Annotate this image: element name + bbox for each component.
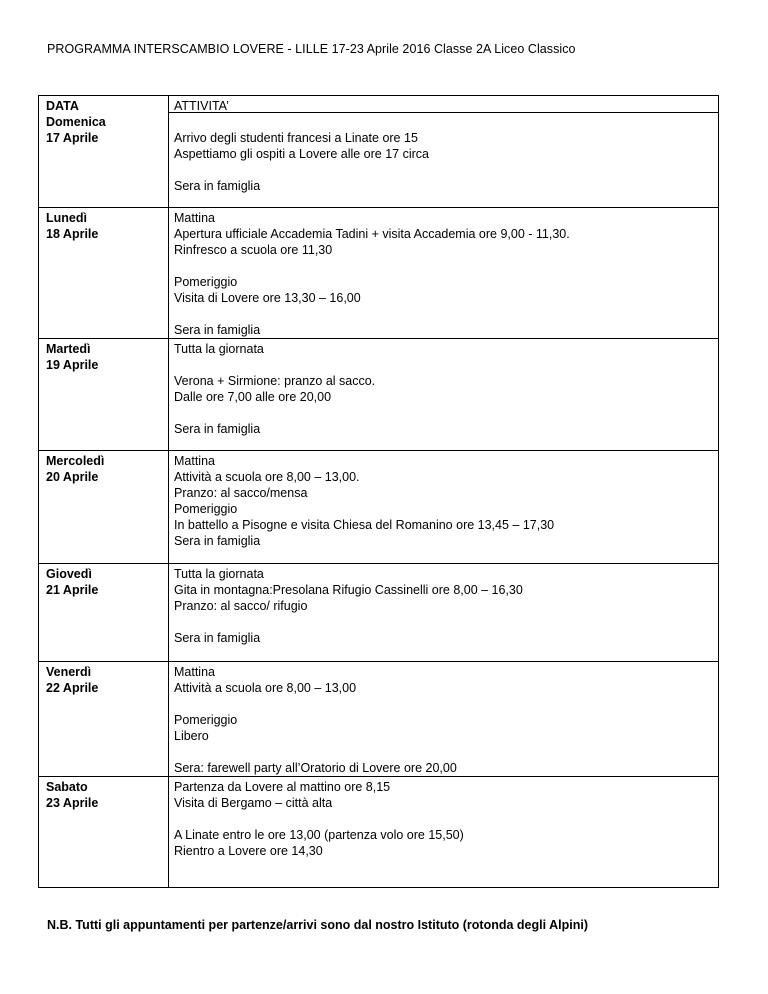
activity-lines xyxy=(174,453,718,549)
activity-line: Visita di Bergamo – città alta xyxy=(174,796,333,810)
day-name: Sabato xyxy=(46,780,88,794)
activity-line: Pomeriggio xyxy=(174,275,238,289)
blank-line xyxy=(174,744,718,760)
activity-line: Visita di Lovere ore 13,30 – 16,00 xyxy=(174,291,361,305)
activity-line: Pranzo: al sacco/mensa xyxy=(174,486,308,500)
day-name: Lunedì xyxy=(46,211,87,225)
activity-cell xyxy=(169,662,719,777)
program-table-body xyxy=(39,96,719,888)
activity-line: Apertura ufficiale Accademia Tadini + visita Accademia ore 9,00 - 11,30. xyxy=(174,227,570,241)
day-date: 21 Aprile xyxy=(46,583,99,597)
activity-line: Sera in famiglia xyxy=(174,534,261,548)
activity-cell xyxy=(169,564,719,662)
activity-lines xyxy=(174,210,718,338)
activity-line: Partenza da Lovere al mattino ore 8,15 xyxy=(174,780,391,794)
activity-line: Rientro a Lovere ore 14,30 xyxy=(174,844,323,858)
day-date: 17 Aprile xyxy=(46,131,99,145)
day-cell xyxy=(39,564,169,662)
page-title: PROGRAMMA INTERSCAMBIO LOVERE - LILLE 17-23 Aprile 2016 Classe 2A Liceo Classico xyxy=(47,42,576,56)
column-header-data: DATA xyxy=(46,99,79,113)
activity-line: Tutta la giornata xyxy=(174,567,264,581)
activity-line: Pomeriggio xyxy=(174,713,238,727)
day-cell xyxy=(39,339,169,451)
activity-line: Verona + Sirmione: pranzo al sacco. xyxy=(174,374,376,388)
blank-line xyxy=(174,306,718,322)
activity-cell xyxy=(169,96,719,208)
table-row xyxy=(39,208,719,339)
activity-line: Pomeriggio xyxy=(174,502,238,516)
activity-line: Sera in famiglia xyxy=(174,323,261,337)
day-name: Domenica xyxy=(46,115,106,129)
table-row xyxy=(39,662,719,777)
blank-line xyxy=(174,357,718,373)
footer-note: N.B. Tutti gli appuntamenti per partenze/arrivi sono dal nostro Istituto (rotonda degli Alpini) xyxy=(47,918,588,932)
activity-cell xyxy=(169,339,719,451)
day-date: 19 Aprile xyxy=(46,358,99,372)
day-cell xyxy=(39,208,169,339)
activity-line: Sera in famiglia xyxy=(174,179,261,193)
activity-lines xyxy=(174,779,718,859)
day-cell xyxy=(39,662,169,777)
activity-lines xyxy=(174,566,718,646)
activity-lines xyxy=(174,664,718,776)
activity-line: Sera: farewell party all’Oratorio di Lovere ore 20,00 xyxy=(174,761,457,775)
blank-line xyxy=(174,811,718,827)
activity-line: Rinfresco a scuola ore 11,30 xyxy=(174,243,333,257)
blank-line xyxy=(174,614,718,630)
activity-line: Mattina xyxy=(174,665,215,679)
column-header-attivita: ATTIVITA’ xyxy=(174,99,229,113)
blank-line xyxy=(174,258,718,274)
activity-line: Libero xyxy=(174,729,209,743)
table-row xyxy=(39,451,719,564)
activity-line: Pranzo: al sacco/ rifugio xyxy=(174,599,308,613)
day-date: 20 Aprile xyxy=(46,470,99,484)
program-table xyxy=(38,95,719,888)
blank-line xyxy=(174,405,718,421)
day-name: Martedì xyxy=(46,342,91,356)
day-date: 22 Aprile xyxy=(46,681,99,695)
activity-line: Sera in famiglia xyxy=(174,631,261,645)
activity-line: Mattina xyxy=(174,211,215,225)
day-date: 18 Aprile xyxy=(46,227,99,241)
day-cell xyxy=(39,451,169,564)
activity-lines xyxy=(174,341,718,437)
activity-line: Tutta la giornata xyxy=(174,342,264,356)
activity-cell xyxy=(169,451,719,564)
activity-line: Sera in famiglia xyxy=(174,422,261,436)
activity-line: Dalle ore 7,00 alle ore 20,00 xyxy=(174,390,332,404)
activity-line: Mattina xyxy=(174,454,215,468)
blank-line xyxy=(174,162,718,178)
day-cell xyxy=(39,777,169,888)
day-name: Mercoledì xyxy=(46,454,105,468)
activity-line: Aspettiamo gli ospiti a Lovere alle ore 17 circa xyxy=(174,147,429,161)
activity-cell xyxy=(169,777,719,888)
activity-line: Arrivo degli studenti francesi a Linate ore 15 xyxy=(174,131,418,145)
activity-line: A Linate entro le ore 13,00 (partenza volo ore 15,50) xyxy=(174,828,464,842)
table-row xyxy=(39,564,719,662)
day-date: 23 Aprile xyxy=(46,796,99,810)
day-name: Giovedì xyxy=(46,567,92,581)
activity-line: Attività a scuola ore 8,00 – 13,00. xyxy=(174,470,360,484)
blank-line xyxy=(174,696,718,712)
activity-line: Gita in montagna:Presolana Rifugio Cassinelli ore 8,00 – 16,30 xyxy=(174,583,523,597)
table-row xyxy=(39,777,719,888)
table-row xyxy=(39,96,719,208)
activity-line: Attività a scuola ore 8,00 – 13,00 xyxy=(174,681,357,695)
activity-lines xyxy=(169,113,718,194)
activity-cell xyxy=(169,208,719,339)
day-name: Venerdì xyxy=(46,665,92,679)
activity-line: In battello a Pisogne e visita Chiesa del Romanino ore 13,45 – 17,30 xyxy=(174,518,555,532)
table-row xyxy=(39,339,719,451)
day-cell xyxy=(39,96,169,208)
